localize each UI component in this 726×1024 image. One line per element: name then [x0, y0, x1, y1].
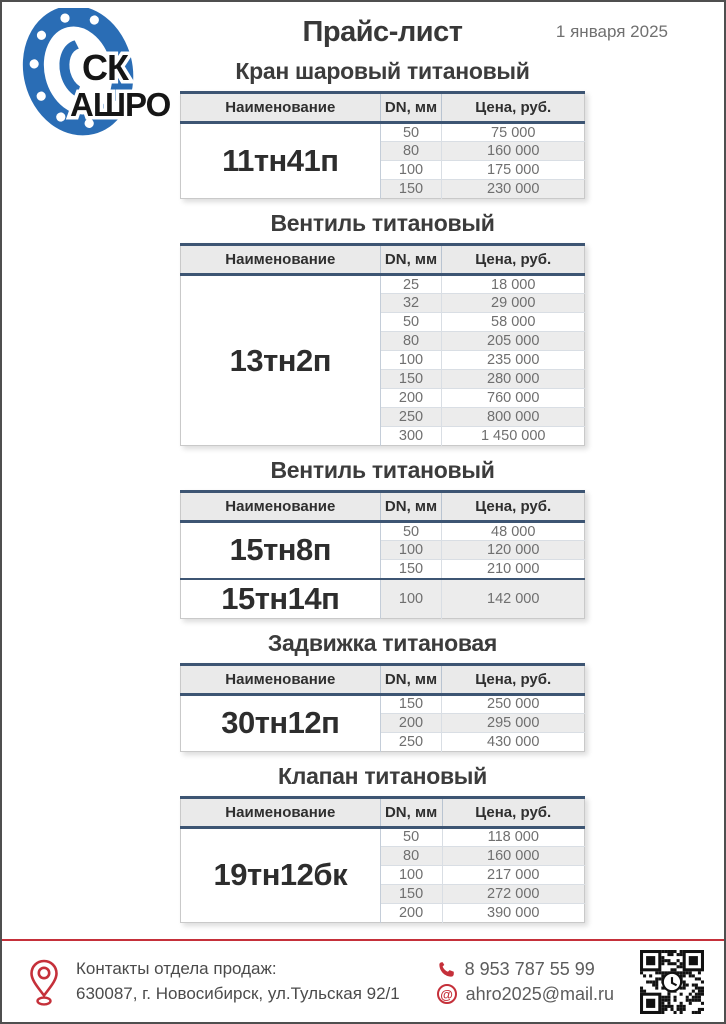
- price-cell: 280 000: [442, 370, 585, 389]
- price-table-1: [180, 243, 585, 446]
- col-price: Цена, руб.: [442, 93, 585, 123]
- dn-cell: 150: [380, 884, 442, 903]
- col-dn: DN, мм: [380, 797, 442, 827]
- price-cell: 58 000: [442, 313, 585, 332]
- table-row: [181, 275, 585, 294]
- price-cell: 295 000: [442, 713, 585, 732]
- price-table-4: [180, 796, 585, 923]
- section-title: Вентиль титановый: [270, 210, 495, 236]
- dn-cell: 250: [380, 408, 442, 427]
- table-row: [181, 123, 585, 142]
- section-3: [2, 630, 724, 752]
- dn-cell: 150: [380, 694, 442, 713]
- price-cell: 205 000: [442, 332, 585, 351]
- section-title: Вентиль титановый: [270, 457, 495, 483]
- col-name: Наименование: [181, 93, 381, 123]
- price-table-0: [180, 91, 585, 199]
- col-dn: DN, мм: [380, 93, 442, 123]
- price-cell: 390 000: [442, 903, 585, 922]
- dn-cell: 200: [380, 903, 442, 922]
- logo-text-line2: АШРО: [70, 86, 170, 123]
- price-cell: 230 000: [442, 180, 585, 199]
- dn-cell: 50: [380, 123, 442, 142]
- dn-cell: 100: [380, 865, 442, 884]
- section-2: [2, 457, 724, 619]
- price-cell: 142 000: [442, 579, 585, 619]
- price-cell: 120 000: [442, 541, 585, 560]
- col-price: Цена, руб.: [442, 245, 585, 275]
- table-row: [181, 522, 585, 541]
- price-cell: 160 000: [442, 142, 585, 161]
- dn-cell: 50: [380, 313, 442, 332]
- footer: [2, 939, 724, 1022]
- price-table-2: [180, 490, 585, 619]
- dn-cell: 150: [380, 180, 442, 199]
- dn-cell: 200: [380, 713, 442, 732]
- phone-number: 8 953 787 55 99: [464, 958, 595, 979]
- dn-cell: 80: [380, 332, 442, 351]
- col-dn: DN, мм: [380, 245, 442, 275]
- dn-cell: 100: [380, 161, 442, 180]
- section-4: [2, 763, 724, 923]
- page-title: Прайс-лист: [302, 16, 463, 48]
- col-name: Наименование: [181, 245, 381, 275]
- company-logo: [18, 8, 170, 136]
- price-cell: 217 000: [442, 865, 585, 884]
- price-table-3: [180, 663, 585, 752]
- table-row: [181, 694, 585, 713]
- col-price: Цена, руб.: [442, 797, 585, 827]
- price-cell: 272 000: [442, 884, 585, 903]
- dn-cell: 32: [380, 294, 442, 313]
- price-cell: 1 450 000: [442, 427, 585, 446]
- col-name: Наименование: [181, 664, 381, 694]
- dn-cell: 200: [380, 389, 442, 408]
- price-cell: 48 000: [442, 522, 585, 541]
- price-cell: 210 000: [442, 560, 585, 579]
- email-icon: @: [437, 984, 457, 1004]
- price-cell: 29 000: [442, 294, 585, 313]
- price-cell: 760 000: [442, 389, 585, 408]
- qr-code: [640, 950, 704, 1014]
- price-cell: 800 000: [442, 408, 585, 427]
- dn-cell: 150: [380, 560, 442, 579]
- dn-cell: 150: [380, 370, 442, 389]
- col-dn: DN, мм: [380, 492, 442, 522]
- table-row: [181, 579, 585, 619]
- price-cell: 235 000: [442, 351, 585, 370]
- dn-cell: 80: [380, 142, 442, 161]
- price-cell: 430 000: [442, 732, 585, 751]
- section-title: Задвижка титановая: [267, 629, 498, 656]
- col-price: Цена, руб.: [442, 664, 585, 694]
- col-dn: DN, мм: [380, 664, 442, 694]
- section-title: Кран шаровый титановый: [235, 58, 530, 84]
- price-cell: 18 000: [442, 275, 585, 294]
- price-cell: 250 000: [442, 694, 585, 713]
- section-1: [2, 210, 724, 446]
- location-pin-icon: [28, 958, 60, 1006]
- product-name-cell: 11тн41п: [181, 123, 381, 199]
- dn-cell: 25: [380, 275, 442, 294]
- sections-container: [2, 58, 724, 923]
- table-row: [181, 827, 585, 846]
- date-label: 1 января 2025: [555, 22, 668, 41]
- col-name: Наименование: [181, 797, 381, 827]
- price-cell: 75 000: [442, 123, 585, 142]
- logo-text-line1: СК: [82, 47, 128, 88]
- section-title: Клапан титановый: [278, 762, 487, 789]
- dn-cell: 300: [380, 427, 442, 446]
- product-name-cell: 15тн8п: [181, 522, 381, 579]
- dn-cell: 250: [380, 732, 442, 751]
- product-name-cell: 19тн12бк: [181, 827, 381, 922]
- product-name-cell: 30тн12п: [181, 694, 381, 751]
- product-name-cell: 13тн2п: [181, 275, 381, 446]
- dn-cell: 50: [380, 827, 442, 846]
- col-name: Наименование: [181, 492, 381, 522]
- product-name-cell: 15тн14п: [181, 579, 381, 619]
- dn-cell: 100: [380, 351, 442, 370]
- dn-cell: 50: [380, 522, 442, 541]
- price-cell: 175 000: [442, 161, 585, 180]
- dn-cell: 100: [380, 541, 442, 560]
- dn-cell: 100: [380, 579, 442, 619]
- dn-cell: 80: [380, 846, 442, 865]
- contacts-label: Контакты отдела продаж:: [76, 959, 277, 978]
- address-label: 630087, г. Новосибирск, ул.Тульская 92/1: [76, 984, 400, 1003]
- col-price: Цена, руб.: [442, 492, 585, 522]
- phone-icon: [437, 960, 456, 979]
- price-cell: 160 000: [442, 846, 585, 865]
- email-address: ahro2025@mail.ru: [465, 983, 614, 1004]
- price-cell: 118 000: [442, 827, 585, 846]
